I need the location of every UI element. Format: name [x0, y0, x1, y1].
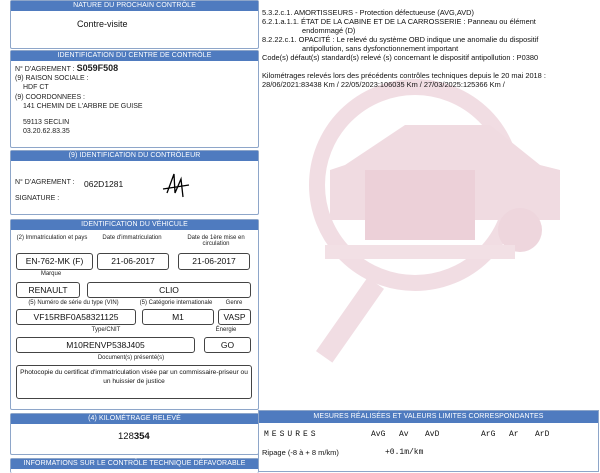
first-registration-label: Date d'immatriculation — [102, 235, 162, 241]
first-circulation-label: Date de 1ère mise en circulation — [187, 235, 245, 247]
mileage-header: (4) KILOMÉTRAGE RELEVÉ — [11, 414, 258, 424]
measures-col: ArG — [481, 430, 496, 439]
centre-agreement-value: S059F508 — [76, 63, 119, 73]
mileage-value-suffix: 354 — [133, 431, 150, 442]
centre-address-line: 141 CHEMIN DE L'ARBRE DE GUISE — [23, 103, 143, 110]
measures-col: ArD — [535, 430, 550, 439]
centre-phone: 03.20.62.83.35 — [23, 128, 70, 135]
documents-presented: Photocopie du certificat d'immatriculation visée par un commissaire-priseur ou un huissier de justice — [16, 365, 252, 399]
watermark-engine-icon — [365, 170, 475, 240]
defect-line: 8.2.22.c.1. OPACITÉ : Le relevé du système OBD indique une anomalie du dispositif — [262, 35, 539, 44]
watermark-logo — [285, 70, 585, 400]
defect-line: endommagé (D) — [302, 26, 356, 35]
centre-company-value: HDF CT — [23, 84, 49, 91]
vehicle-panel — [10, 219, 259, 410]
next-inspection-header: NATURE DU PROCHAIN CONTRÔLE — [11, 1, 258, 11]
mileage-panel — [10, 413, 259, 455]
vehicle-energy: GO — [204, 337, 251, 353]
mileage-value — [118, 431, 150, 442]
vehicle-category: M1 — [142, 309, 214, 325]
first-circulation-date: 21-06-2017 — [178, 253, 250, 270]
ripage-value: +0.1m/km — [385, 448, 424, 457]
vehicle-vin: VF15RBF0A58321125 — [16, 309, 136, 325]
defect-line-cropped — [262, 0, 546, 8]
defect-line: 5.3.2.c.1. AMORTISSEURS - Protection défectueuse (AVG,AVD) — [262, 8, 474, 17]
measures-col: Av — [399, 430, 409, 439]
defect-line: 6.2.1.a.1.1. ÉTAT DE LA CABINE ET DE LA CARROSSERIE : Panneau ou élément — [262, 17, 536, 26]
vehicle-type: M10RENVP538J405 — [16, 337, 195, 353]
documents-label: Document(s) présenté(s) — [97, 355, 165, 361]
centre-address-line: 59113 SECLIN — [23, 119, 70, 126]
controller-agreement-value: 062D1281 — [84, 179, 124, 189]
centre-company-label: (9) RAISON SOCIALE : — [15, 75, 89, 82]
watermark-magnifier-handle — [316, 277, 384, 362]
genre-label: Genre — [225, 300, 243, 306]
make-label: Marque — [40, 271, 62, 277]
mileage-history-line: 28/06/2021:83438 Km / 22/05/2023:106035 Km / 27/03/2025:125366 Km / — [262, 80, 505, 89]
measures-row-label: MESURES — [264, 430, 319, 439]
controller-panel — [10, 150, 259, 215]
measures-col: AvG — [371, 430, 386, 439]
centre-header: IDENTIFICATION DU CENTRE DE CONTRÔLE — [11, 51, 258, 61]
registration-label: (2) Immatriculation et pays — [16, 235, 88, 241]
centre-panel — [10, 50, 259, 148]
type-label: Type/CNIT — [91, 327, 121, 333]
vehicle-make: RENAULT — [16, 282, 80, 298]
defect-line: Code(s) défaut(s) standard(s) relevé (s) concernant le dispositif antipollution : P0380 — [262, 53, 539, 62]
vehicle-header: IDENTIFICATION DU VÉHICULE — [11, 220, 258, 230]
unfavourable-header: INFORMATIONS SUR LE CONTRÔLE TECHNIQUE DÉFAVORABLE — [11, 459, 258, 469]
centre-agreement-label: N° D'AGREMENT : — [15, 66, 75, 73]
measures-col: Ar — [509, 430, 519, 439]
vehicle-genre: VASP — [218, 309, 251, 325]
vin-label: (5) Numéro de série du type (VIN) — [28, 300, 119, 306]
next-inspection-panel — [10, 0, 259, 49]
controller-signature-label: SIGNATURE : — [15, 195, 60, 202]
unfavourable-panel — [10, 458, 259, 473]
signature — [161, 171, 191, 203]
centre-address-label: (9) COORDONNEES : — [15, 94, 86, 101]
mileage-history-line: Kilométrages relevés lors des précédents contrôles techniques depuis le 20 mai 2018 : — [262, 71, 546, 80]
measures-header: MESURES RÉALISÉES ET VALEURS LIMITES CORRESPONDANTES — [259, 411, 598, 423]
registration-number: EN-762-MK (F) — [16, 253, 93, 270]
measures-col: AvD — [425, 430, 440, 439]
vehicle-model: CLIO — [87, 282, 251, 298]
defect-list — [262, 0, 546, 89]
watermark-bar — [325, 245, 515, 259]
measures-panel — [258, 410, 599, 472]
first-registration-date: 21-06-2017 — [97, 253, 169, 270]
next-inspection-value: Contre-visite — [77, 19, 128, 29]
ripage-label: Ripage (-8 à + 8 m/km) — [262, 448, 339, 457]
category-label: (5) Catégorie internationale — [139, 300, 213, 306]
controller-header: (9) IDENTIFICATION DU CONTRÔLEUR — [11, 151, 258, 161]
mileage-value-prefix: 128 — [118, 431, 134, 442]
energy-label: Énergie — [215, 327, 237, 333]
controller-agreement-label: N° D'AGREMENT : — [15, 179, 75, 186]
defect-line: antipollution, sans dysfonctionnement important — [302, 44, 459, 53]
